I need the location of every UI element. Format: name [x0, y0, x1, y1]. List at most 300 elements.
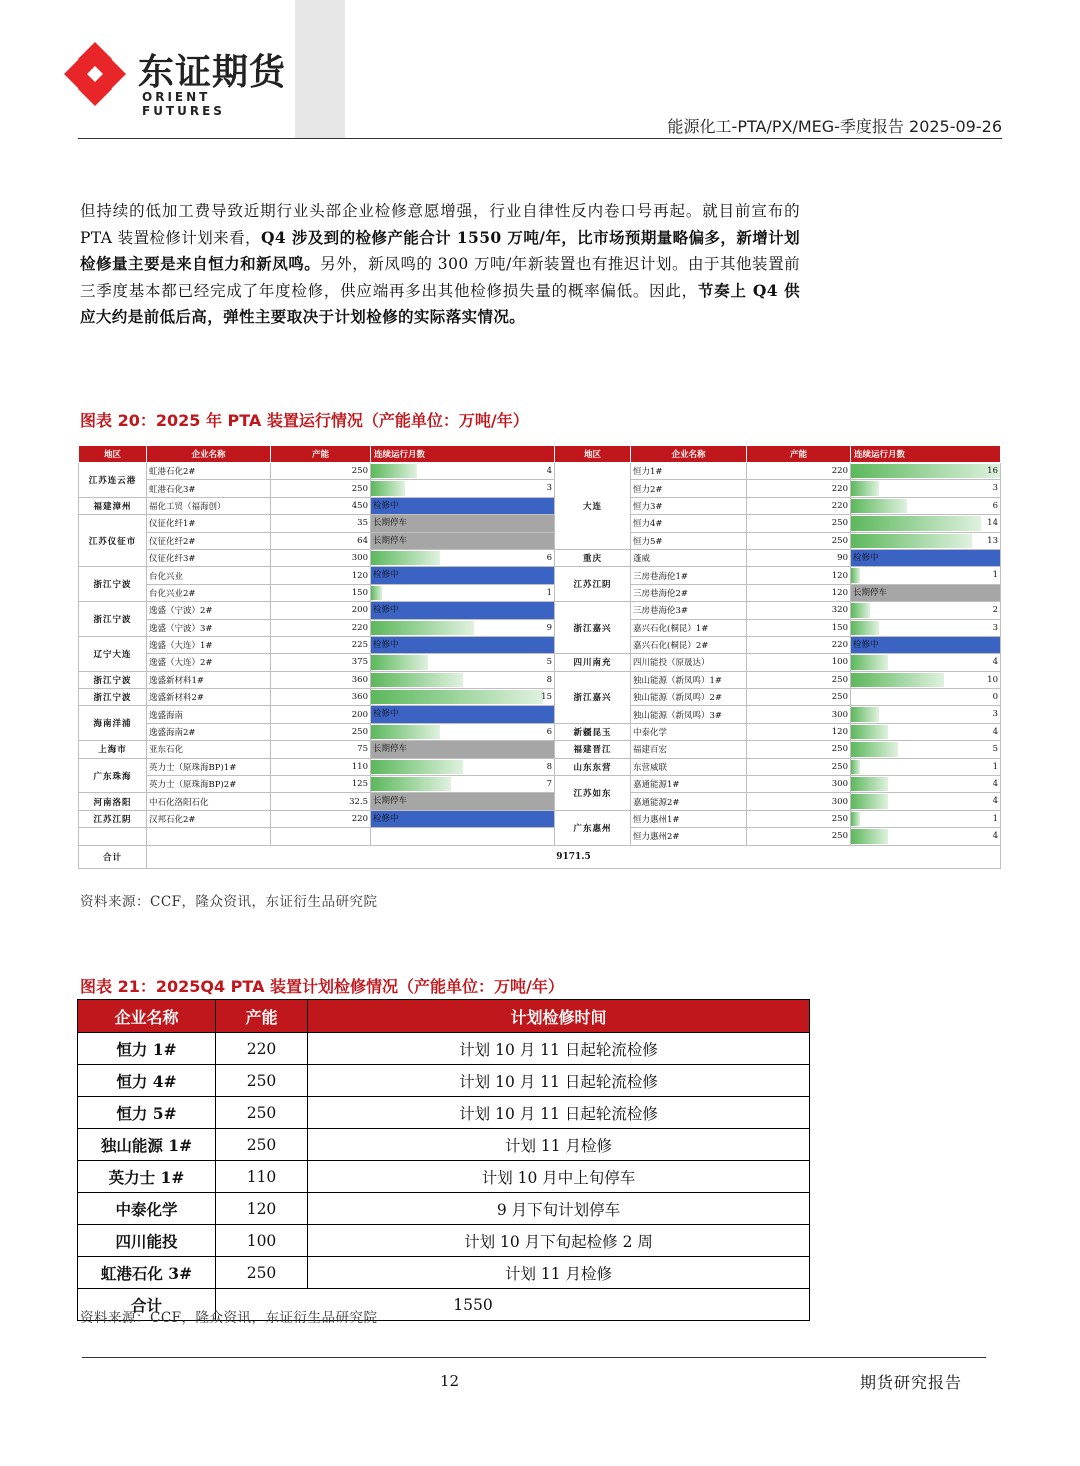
status-shutdown-label: 长期停车	[371, 793, 554, 809]
plant-name-cell: 嘉通能源2#	[631, 793, 747, 810]
run-months-cell	[371, 723, 555, 740]
run-months-cell	[371, 480, 555, 497]
run-months-value: 15	[541, 692, 552, 703]
schedule-cell: 计划 10 月 11 日起轮流检修	[308, 1033, 810, 1065]
run-months-cell	[371, 758, 555, 775]
capacity-cell: 220	[216, 1033, 308, 1065]
run-months-value: 4	[992, 779, 998, 790]
run-months-bar	[851, 568, 860, 582]
run-months-value: 1	[992, 813, 998, 824]
run-months-value: 8	[546, 761, 552, 772]
company-cell: 恒力 1#	[78, 1033, 216, 1065]
status-maintenance-label: 检修中	[371, 498, 554, 514]
plant-name-cell: 台化兴业2#	[147, 584, 271, 601]
plant-name-cell: 恒力3#	[631, 497, 747, 514]
capacity-cell: 250	[271, 480, 371, 497]
run-months-value: 4	[992, 726, 998, 737]
plant-name-cell: 台化兴业	[147, 567, 271, 584]
run-months-value: 5	[546, 657, 552, 668]
run-months-cell	[371, 689, 555, 706]
pta-operation-table	[78, 445, 1001, 869]
run-months-bar	[851, 534, 972, 548]
plant-name-cell: 东营威联	[631, 758, 747, 775]
region-cell: 辽宁大连	[79, 636, 147, 671]
company-cell: 英力士 1#	[78, 1161, 216, 1193]
run-months-bar	[851, 516, 981, 530]
table-row	[79, 828, 1001, 845]
para-text-2: 另外，新凤鸣的 300 万吨/年新装置也有推迟计划。由于其他装置前三季度基本都已经完成了年度检修，供应端再多出其他检修损失量的概率偏低。因此，	[80, 255, 800, 300]
run-months-cell	[371, 706, 555, 723]
total-label: 合计	[79, 845, 147, 868]
table-row	[79, 619, 1001, 636]
capacity-cell: 250	[747, 532, 851, 549]
region-cell: 四川南充	[555, 654, 631, 671]
run-months-cell	[371, 810, 555, 827]
run-months-cell	[851, 706, 1001, 723]
run-months-cell	[371, 793, 555, 810]
run-months-bar	[851, 707, 879, 721]
run-months-cell	[851, 515, 1001, 532]
plant-name-cell: 逸盛（大连）2#	[147, 654, 271, 671]
capacity-cell: 300	[747, 793, 851, 810]
capacity-cell: 250	[271, 723, 371, 740]
total-row	[79, 845, 1001, 868]
run-months-cell	[371, 619, 555, 636]
plant-name-cell: 福化工贸（福海创）	[147, 497, 271, 514]
run-months-cell	[851, 567, 1001, 584]
schedule-cell: 计划 10 月 11 日起轮流检修	[308, 1065, 810, 1097]
company-cell: 中泰化学	[78, 1193, 216, 1225]
capacity-cell: 250	[216, 1257, 308, 1289]
schedule-cell: 计划 11 月检修	[308, 1257, 810, 1289]
run-months-value: 16	[987, 466, 998, 476]
status-shutdown-label: 长期停车	[371, 515, 554, 531]
run-months-bar	[371, 621, 474, 635]
run-months-cell	[371, 636, 555, 653]
capacity-cell: 90	[747, 549, 851, 566]
plant-name-cell: 逸盛海南	[147, 706, 271, 723]
region-cell: 福建漳州	[79, 497, 147, 514]
region-cell: 新疆昆玉	[555, 723, 631, 740]
table-row	[79, 636, 1001, 653]
col-header: 连续运行月数	[851, 446, 1001, 463]
capacity-cell: 250	[747, 810, 851, 827]
footer-label: 期货研究报告	[859, 1373, 962, 1392]
run-months-value: 4	[992, 657, 998, 668]
footer-divider	[82, 1357, 986, 1358]
plant-name-cell: 嘉兴石化(桐昆）2#	[631, 636, 747, 653]
status-maintenance-label: 检修中	[371, 706, 554, 722]
region-cell: 福建晋江	[555, 741, 631, 758]
col-header: 产能	[747, 446, 851, 463]
plant-name-cell: 福建百宏	[631, 741, 747, 758]
capacity-cell: 120	[747, 723, 851, 740]
pta-maintenance-table	[77, 999, 810, 1321]
capacity-cell: 220	[747, 480, 851, 497]
run-months-value: 1	[992, 570, 998, 581]
capacity-cell: 220	[747, 497, 851, 514]
run-months-cell	[371, 654, 555, 671]
col-header: 地区	[555, 446, 631, 463]
logo-text-cn: 东证期货	[138, 52, 287, 93]
run-months-cell	[851, 776, 1001, 793]
table-row	[78, 1033, 810, 1065]
plant-name-cell: 独山能源（新凤鸣）2#	[631, 689, 747, 706]
capacity-cell: 220	[747, 636, 851, 653]
plant-name-cell: 逸盛新材料2#	[147, 689, 271, 706]
run-months-cell	[851, 602, 1001, 619]
run-months-cell	[851, 497, 1001, 514]
region-cell: 海南洋浦	[79, 706, 147, 741]
run-months-bar	[371, 464, 417, 478]
status-maintenance-label: 检修中	[851, 550, 1000, 566]
region-cell: 上海市	[79, 741, 147, 758]
capacity-cell: 35	[271, 515, 371, 532]
run-months-bar	[851, 673, 944, 687]
plant-name-cell: 逸盛（宁波）3#	[147, 619, 271, 636]
plant-name-cell: 恒力5#	[631, 532, 747, 549]
run-months-cell	[851, 463, 1001, 480]
capacity-cell: 250	[747, 515, 851, 532]
empty-cell	[271, 828, 371, 845]
table-row	[79, 793, 1001, 810]
schedule-cell: 计划 10 月下旬起检修 2 周	[308, 1225, 810, 1257]
status-maintenance-label: 检修中	[371, 811, 554, 827]
run-months-cell	[371, 776, 555, 793]
capacity-cell: 120	[747, 584, 851, 601]
run-months-value: 8	[546, 674, 552, 685]
plant-name-cell: 逸盛新材料1#	[147, 671, 271, 688]
capacity-cell: 120	[271, 567, 371, 584]
run-months-bar	[851, 655, 888, 669]
run-months-value: 0	[992, 692, 998, 703]
table-header-row	[78, 1000, 810, 1033]
table-row	[79, 671, 1001, 688]
plant-name-cell: 虹港石化2#	[147, 463, 271, 480]
run-months-bar	[851, 812, 860, 826]
empty-cell	[371, 828, 555, 845]
plant-name-cell: 逸盛海南2#	[147, 723, 271, 740]
figure21-source: 资料来源：CCF，隆众资讯，东证衍生品研究院	[80, 1310, 378, 1326]
run-months-value: 6	[546, 552, 552, 563]
run-months-value: 2	[992, 605, 998, 616]
table-row	[79, 723, 1001, 740]
capacity-cell: 125	[271, 776, 371, 793]
plant-name-cell: 恒力2#	[631, 480, 747, 497]
run-months-bar	[851, 499, 907, 513]
run-months-value: 4	[992, 831, 998, 842]
plant-name-cell: 三房巷海伦1#	[631, 567, 747, 584]
region-cell: 江苏仪征市	[79, 515, 147, 567]
run-months-value: 1	[546, 587, 552, 598]
capacity-cell: 250	[747, 828, 851, 845]
run-months-value: 3	[992, 483, 998, 494]
capacity-cell: 250	[271, 463, 371, 480]
table-row	[78, 1129, 810, 1161]
plant-name-cell: 蓬威	[631, 549, 747, 566]
plant-name-cell: 仪征化纤3#	[147, 549, 271, 566]
table-row	[79, 776, 1001, 793]
header-grey-strip	[295, 0, 345, 138]
empty-cell	[79, 828, 147, 845]
table-row	[79, 584, 1001, 601]
plant-name-cell: 恒力1#	[631, 463, 747, 480]
region-cell: 江苏连云港	[79, 463, 147, 498]
run-months-bar	[371, 586, 382, 600]
table-row	[79, 497, 1001, 514]
plant-name-cell: 虹港石化3#	[147, 480, 271, 497]
region-cell: 山东东营	[555, 758, 631, 775]
plant-name-cell: 恒力惠州1#	[631, 810, 747, 827]
plant-name-cell: 独山能源（新凤鸣）3#	[631, 706, 747, 723]
capacity-cell: 250	[747, 741, 851, 758]
status-maintenance-label: 检修中	[851, 637, 1000, 653]
run-months-cell	[371, 602, 555, 619]
run-months-bar	[851, 777, 888, 791]
status-maintenance-label: 检修中	[371, 602, 554, 618]
run-months-value: 10	[987, 674, 998, 685]
run-months-bar	[851, 794, 888, 808]
region-cell: 广东惠州	[555, 810, 631, 845]
table-row	[79, 567, 1001, 584]
run-months-cell	[851, 654, 1001, 671]
col-header: 产能	[271, 446, 371, 463]
plant-name-cell: 独山能源（新凤鸣）1#	[631, 671, 747, 688]
plant-name-cell: 恒力惠州2#	[631, 828, 747, 845]
region-cell: 河南洛阳	[79, 793, 147, 810]
run-months-cell	[851, 619, 1001, 636]
table-row	[78, 1097, 810, 1129]
run-months-cell	[851, 584, 1001, 601]
run-months-cell	[851, 480, 1001, 497]
region-cell: 浙江宁波	[79, 602, 147, 637]
run-months-bar	[851, 464, 1000, 478]
run-months-value: 3	[992, 709, 998, 720]
run-months-cell	[371, 497, 555, 514]
run-months-bar	[371, 655, 428, 669]
status-maintenance-label: 检修中	[371, 567, 554, 583]
header-divider	[78, 138, 1002, 139]
run-months-value: 6	[546, 726, 552, 737]
run-months-cell	[851, 689, 1001, 706]
run-months-bar	[851, 742, 898, 756]
table-row	[79, 463, 1001, 480]
company-cell: 恒力 4#	[78, 1065, 216, 1097]
col-header: 地区	[79, 446, 147, 463]
region-cell: 浙江宁波	[79, 689, 147, 706]
run-months-value: 14	[987, 518, 998, 529]
run-months-value: 13	[987, 535, 998, 546]
capacity-cell: 64	[271, 532, 371, 549]
table-row	[79, 706, 1001, 723]
plant-name-cell: 中泰化学	[631, 723, 747, 740]
plant-name-cell: 汉邦石化2#	[147, 810, 271, 827]
capacity-cell: 250	[747, 689, 851, 706]
run-months-value: 5	[992, 744, 998, 755]
capacity-cell: 150	[747, 619, 851, 636]
table-row	[79, 689, 1001, 706]
run-months-value: 4	[992, 796, 998, 807]
schedule-cell: 计划 10 月 11 日起轮流检修	[308, 1097, 810, 1129]
table-row	[79, 515, 1001, 532]
table-row	[78, 1065, 810, 1097]
capacity-cell: 250	[216, 1065, 308, 1097]
capacity-cell: 100	[216, 1225, 308, 1257]
capacity-cell: 225	[271, 636, 371, 653]
run-months-cell	[371, 549, 555, 566]
run-months-value: 7	[546, 779, 552, 790]
run-months-cell	[371, 532, 555, 549]
run-months-cell	[851, 793, 1001, 810]
schedule-cell: 9 月下旬计划停车	[308, 1193, 810, 1225]
schedule-cell: 计划 11 月检修	[308, 1129, 810, 1161]
capacity-cell: 375	[271, 654, 371, 671]
run-months-cell	[371, 567, 555, 584]
run-months-cell	[371, 584, 555, 601]
table-row	[79, 602, 1001, 619]
table-row	[79, 758, 1001, 775]
capacity-cell: 300	[271, 549, 371, 566]
table-row	[79, 741, 1001, 758]
capacity-cell: 200	[271, 602, 371, 619]
run-months-bar	[371, 690, 543, 704]
capacity-cell: 75	[271, 741, 371, 758]
run-months-cell	[851, 828, 1001, 845]
capacity-cell: 360	[271, 671, 371, 688]
plant-name-cell: 逸盛（大连）1#	[147, 636, 271, 653]
company-cell: 虹港石化 3#	[78, 1257, 216, 1289]
figure20-title: 图表 20：2025 年 PTA 装置运行情况（产能单位：万吨/年）	[80, 411, 529, 430]
para-text-1: 但持续的低加工费导致近期行业头部企业检修意愿增强，行业自律性反内卷口号再起。就目前宣布的 PTA 装置检修计划来看，	[80, 202, 800, 247]
run-months-cell	[851, 636, 1001, 653]
status-shutdown-label: 长期停车	[371, 741, 554, 757]
run-months-bar	[371, 725, 440, 739]
run-months-value: 9	[546, 622, 552, 633]
capacity-cell: 200	[271, 706, 371, 723]
run-months-bar	[371, 673, 463, 687]
capacity-cell: 250	[216, 1097, 308, 1129]
company-cell: 四川能投	[78, 1225, 216, 1257]
table-row	[79, 480, 1001, 497]
capacity-cell: 320	[747, 602, 851, 619]
capacity-cell: 220	[271, 619, 371, 636]
status-shutdown-label: 长期停车	[371, 533, 554, 549]
plant-name-cell: 英力士（原珠海BP)2#	[147, 776, 271, 793]
region-cell: 浙江宁波	[79, 567, 147, 602]
run-months-cell	[851, 723, 1001, 740]
plant-name-cell: 嘉通能源1#	[631, 776, 747, 793]
table-row	[78, 1225, 810, 1257]
table-row	[78, 1161, 810, 1193]
plant-name-cell: 逸盛（宁波）2#	[147, 602, 271, 619]
run-months-cell	[371, 741, 555, 758]
plant-name-cell: 仪征化纤1#	[147, 515, 271, 532]
region-cell: 浙江宁波	[79, 671, 147, 688]
total-value: 1550	[216, 1289, 810, 1321]
plant-name-cell: 嘉兴石化(桐昆）1#	[631, 619, 747, 636]
capacity-cell: 450	[271, 497, 371, 514]
region-cell: 浙江嘉兴	[555, 602, 631, 654]
col-header: 企业名称	[78, 1000, 216, 1033]
col-header: 产能	[216, 1000, 308, 1033]
plant-name-cell: 三房巷海伦3#	[631, 602, 747, 619]
table-row	[79, 654, 1001, 671]
plant-name-cell: 四川能投（原晟达）	[631, 654, 747, 671]
capacity-cell: 300	[747, 706, 851, 723]
table-row	[78, 1257, 810, 1289]
run-months-cell	[371, 463, 555, 480]
run-months-cell	[851, 758, 1001, 775]
col-header: 计划检修时间	[308, 1000, 810, 1033]
plant-name-cell: 中石化洛阳石化	[147, 793, 271, 810]
run-months-cell	[851, 532, 1001, 549]
plant-name-cell: 三房巷海伦2#	[631, 584, 747, 601]
table-row	[79, 532, 1001, 549]
plant-name-cell: 英力士（原珠海BP)1#	[147, 758, 271, 775]
status-shutdown-label: 长期停车	[851, 585, 1000, 601]
region-cell: 江苏江阴	[79, 810, 147, 827]
capacity-cell: 150	[271, 584, 371, 601]
run-months-bar	[851, 725, 888, 739]
run-months-cell	[851, 549, 1001, 566]
run-months-bar	[851, 760, 860, 774]
table-row	[78, 1193, 810, 1225]
run-months-bar	[371, 551, 440, 565]
capacity-cell: 250	[747, 671, 851, 688]
run-months-cell	[371, 515, 555, 532]
run-months-value: 6	[992, 500, 998, 511]
run-months-cell	[851, 671, 1001, 688]
company-logo	[62, 40, 292, 118]
figure20-source: 资料来源：CCF，隆众资讯，东证衍生品研究院	[80, 894, 378, 910]
capacity-cell: 250	[747, 758, 851, 775]
run-months-value: 3	[992, 622, 998, 633]
page-number: 12	[440, 1372, 460, 1390]
run-months-value: 1	[992, 761, 998, 772]
company-cell: 恒力 5#	[78, 1097, 216, 1129]
logo-mark-icon	[62, 40, 128, 108]
body-paragraph	[80, 198, 800, 331]
run-months-bar	[851, 481, 879, 495]
schedule-cell: 计划 10 月中上旬停车	[308, 1161, 810, 1193]
capacity-cell: 100	[747, 654, 851, 671]
capacity-cell: 250	[216, 1129, 308, 1161]
capacity-cell: 300	[747, 776, 851, 793]
run-months-cell	[371, 671, 555, 688]
capacity-cell: 220	[747, 463, 851, 480]
plant-name-cell: 仪征化纤2#	[147, 532, 271, 549]
logo-text-en: ORIENT FUTURES	[142, 90, 225, 118]
plant-name-cell: 亚东石化	[147, 741, 271, 758]
run-months-bar	[371, 760, 463, 774]
table-header-row	[79, 446, 1001, 463]
table-body	[78, 1033, 810, 1321]
region-cell: 浙江嘉兴	[555, 671, 631, 723]
region-cell: 广东珠海	[79, 758, 147, 793]
para-bold-2: 节奏上 Q4 供应大约是前低后高，弹性主要取决于计划检修的实际落实情况。	[80, 280, 801, 326]
capacity-cell: 360	[271, 689, 371, 706]
capacity-cell: 220	[271, 810, 371, 827]
plant-name-cell: 恒力4#	[631, 515, 747, 532]
para-bold-1: Q4 涉及到的检修产能合计 1550 万吨/年，比市场预期量略偏多，新增计划检修量主要是来自恒力和新凤鸣。	[80, 227, 800, 273]
run-months-bar	[371, 777, 451, 791]
total-label: 合计	[78, 1289, 216, 1321]
capacity-cell: 110	[216, 1161, 308, 1193]
run-months-value: 3	[546, 483, 552, 494]
report-header-title: 能源化工-PTA/PX/MEG-季度报告 2025-09-26	[667, 117, 1002, 136]
capacity-cell: 110	[271, 758, 371, 775]
table-row	[79, 549, 1001, 566]
